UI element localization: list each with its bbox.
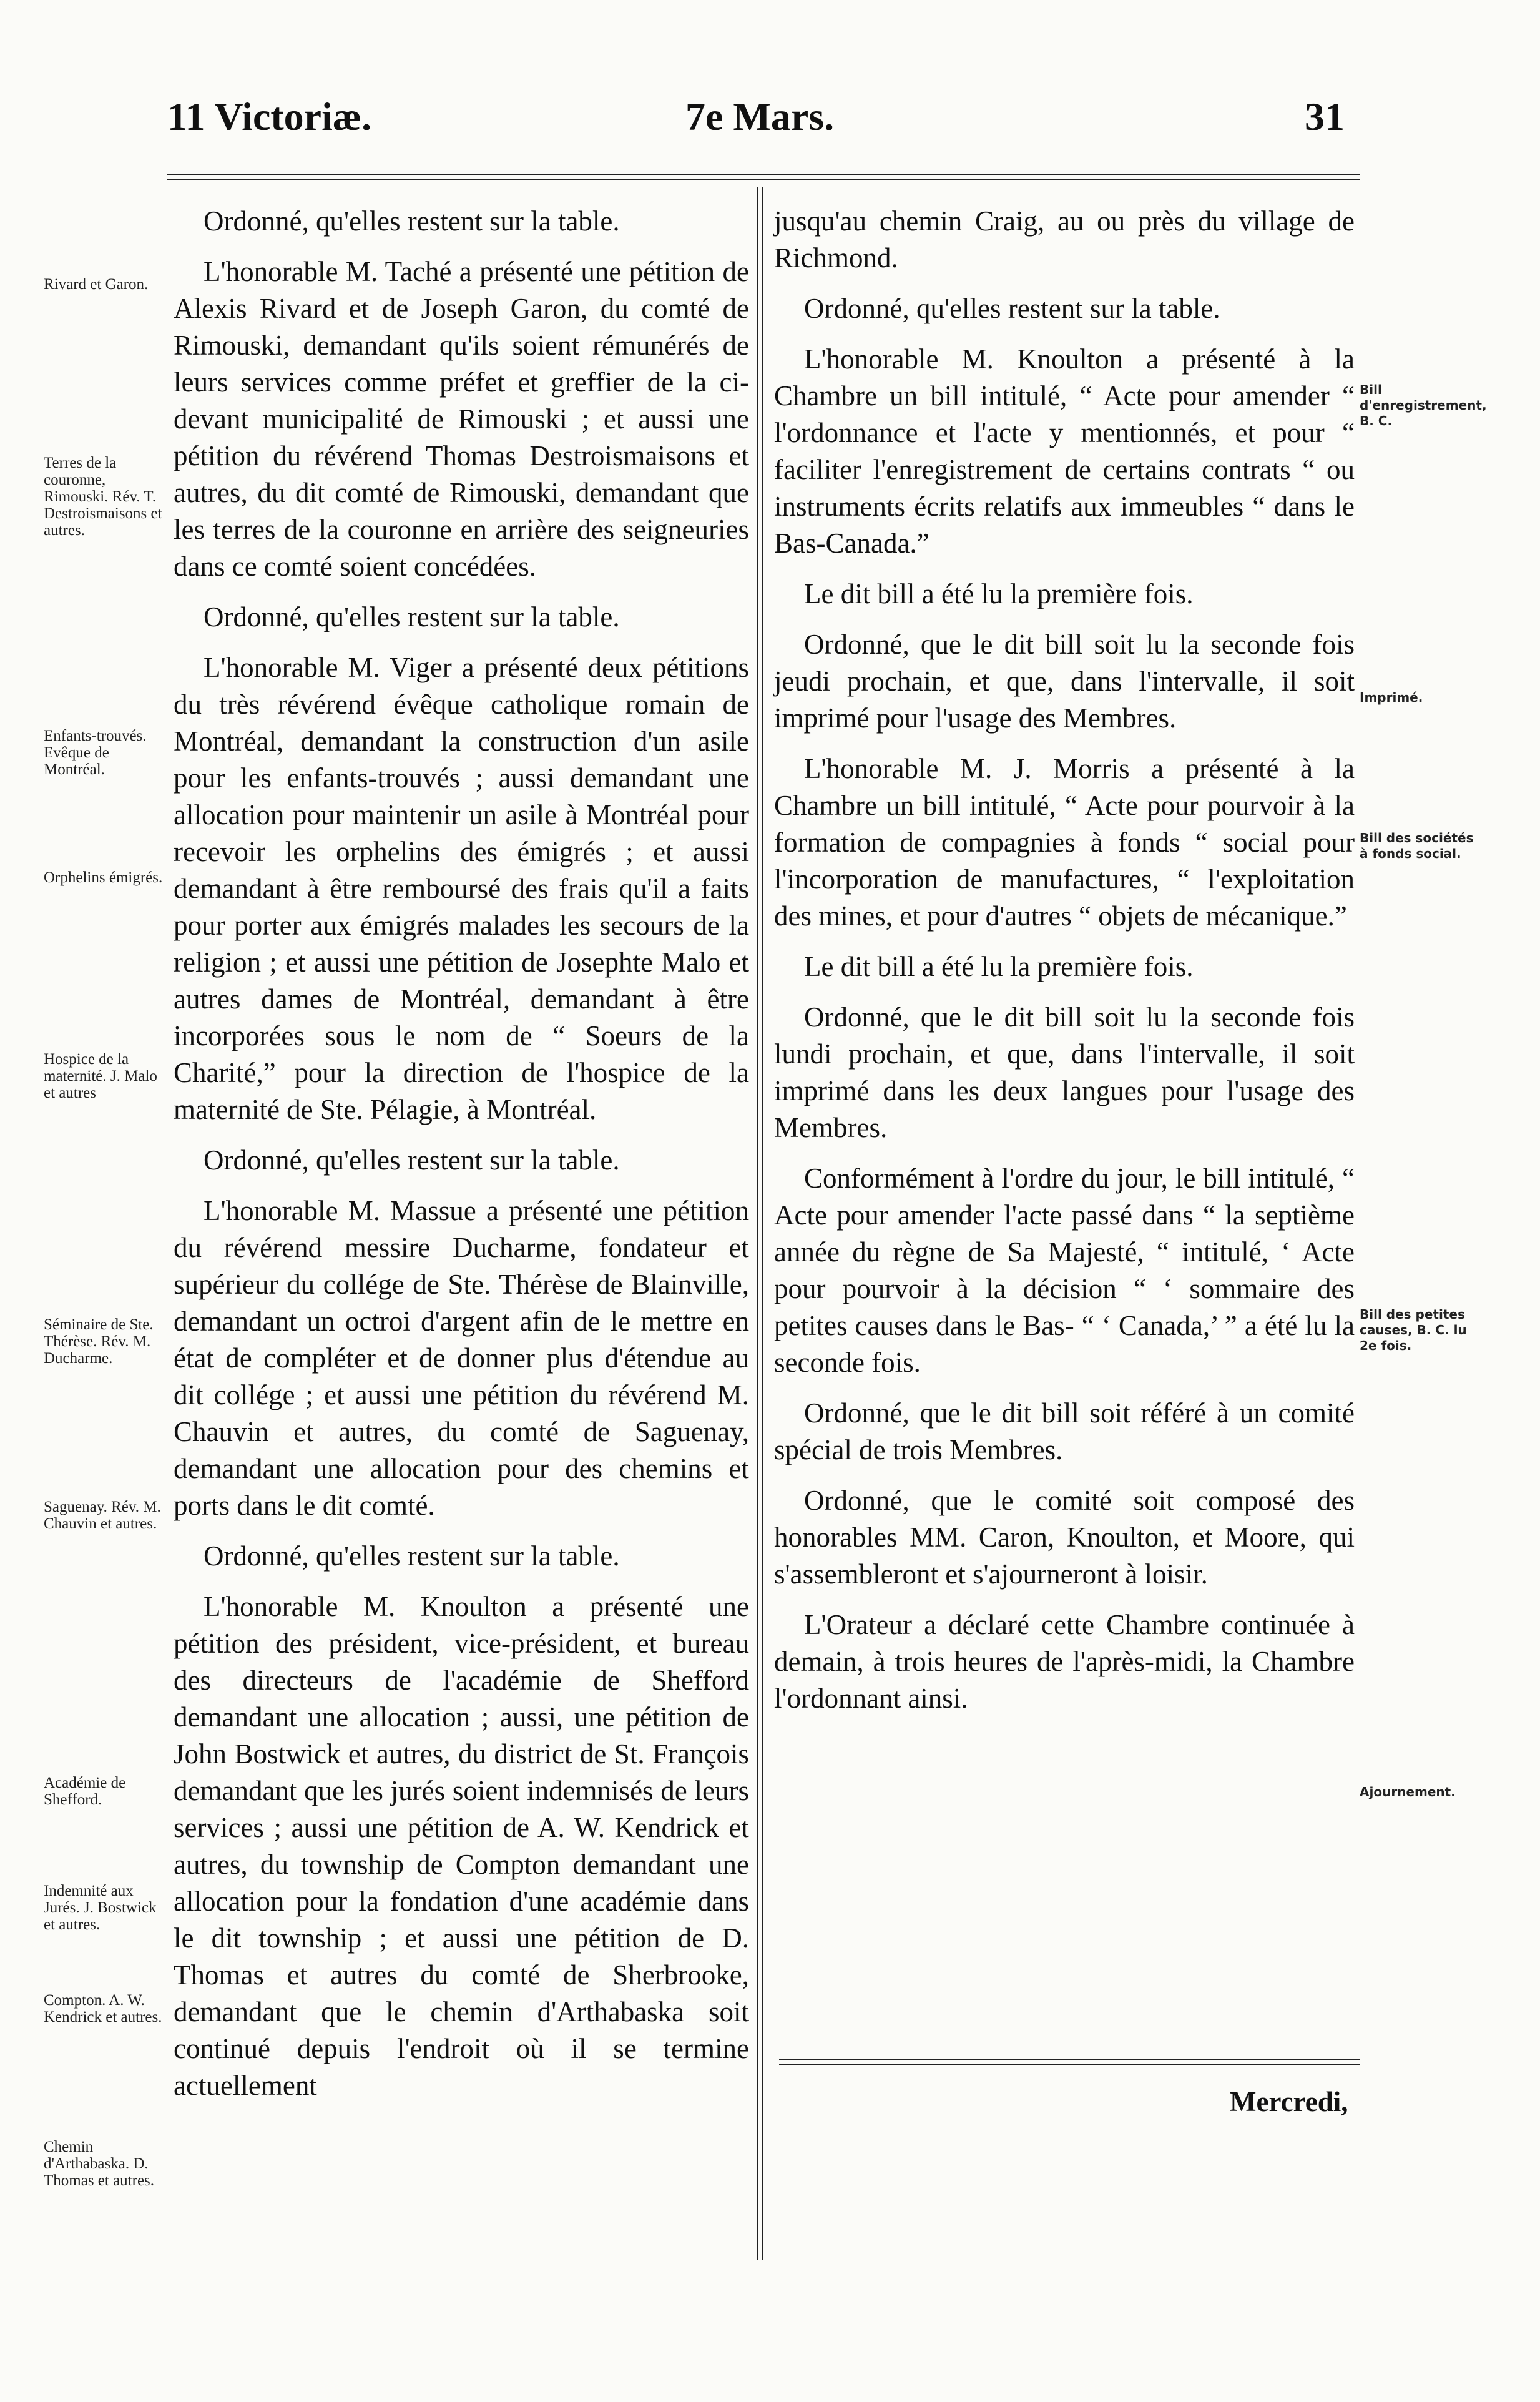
margin-note: Hospice de la maternité. J. Malo et autres [44, 1051, 157, 1101]
left-column [174, 203, 749, 2118]
running-header [0, 94, 1540, 150]
right-column [774, 203, 1355, 1731]
margin-note: Indemnité aux Jurés. J. Bostwick et autres. [44, 1883, 157, 1933]
bill-enregistrement: L'honorable M. Knoulton a présenté à la Chambre un bill intitulé, “ Acte pour amender “ l'ordonnance et l'acte y mentionnés, et pour “ faciliter l'enregistrement de certains contrats “ ou instruments écrits relatifs aux immeubles “ dans le Bas-Canada.” [774, 343, 1355, 559]
end-rule-top [779, 2059, 1360, 2060]
header-regnal-year: 11 Victoriæ. [167, 94, 372, 139]
petition-viger: L'honorable M. Viger a présenté deux pétitions du très révérend évêque catholique romain de Montréal, demandant la construction d'un asile pour les enfants-trouvés ; aussi demandant une allocation pour maintenir un asile à Montréal pour recevoir les orphelins des émigrés ; et aussi demandant à être remboursé des frais qu'il a faits pour porter aux émigrés malades les secours de la religion ; et aussi une pétition de Josephte Malo et autres dames de Montréal, demandant à être incorporées sous le nom de “ Soeurs de la Charité,” pour la direction de l'hospice de la maternité de Ste. Pélagie, à Montréal. [174, 652, 749, 1125]
first-reading: Le dit bill a été lu la première fois. [804, 951, 1194, 982]
second-reading-order: Ordonné, que le dit bill soit lu la seconde fois lundi prochain, et que, dans l'intervalle, il soit imprimé dans les deux langues pour l'usage des Membres. [774, 1002, 1355, 1143]
petition-knoulton: L'honorable M. Knoulton a présenté une pétition des président, vice-président, et bureau des directeurs de l'académie de Shefford demandant une allocation ; aussi, une pétition de John Bostwick et autres, du district de St. François demandant que les jurés soient indemnisés de leurs services ; aussi une pétition de A. W. Kendrick et autres, du township de Compton demandant une allocation pour la fondation d'une académie dans le dit township ; et aussi une pétition de D. Thomas et autres du comté de Sherbrooke, demandant que le chemin d'Arthabaska soit continué depuis l'endroit où il se termine actuellement [174, 1591, 749, 2101]
margin-note: Ajournement. [1360, 1784, 1456, 1799]
ordonne-line: Ordonné, qu'elles restent sur la table. [204, 1144, 620, 1176]
ordonne-line: Ordonné, qu'elles restent sur la table. [204, 1540, 620, 1572]
catchword: Mercredi, [1230, 2086, 1348, 2117]
adjournment-text: L'Orateur a déclaré cette Chambre continuée à demain, à trois heures de l'après-midi, la Chambre l'ordonnant ainsi. [774, 1609, 1355, 1714]
margin-note: Bill des petites causes, B. C. lu 2e fois. [1360, 1307, 1467, 1353]
margin-note: Bill des sociétés à fonds social. [1360, 830, 1474, 861]
margin-note: Chemin d'Arthabaska. D. Thomas et autres. [44, 2139, 155, 2189]
header-rule-bottom [167, 179, 1360, 180]
end-rule-bottom [779, 2064, 1360, 2065]
column-divider-inner [762, 187, 763, 2260]
margin-note: Rivard et Garon. [44, 276, 149, 293]
page-number: 31 [1305, 94, 1345, 139]
margin-note: Compton. A. W. Kendrick et autres. [44, 1992, 162, 2025]
margin-note: Saguenay. Rév. M. Chauvin et autres. [44, 1499, 161, 1532]
margin-note: Orphelins émigrés. [44, 869, 163, 886]
ordonne-line: Ordonné, qu'elles restent sur la table. [804, 293, 1220, 324]
header-rule-top [167, 174, 1360, 175]
margin-note: Bill d'enregistrement, B. C. [1360, 382, 1487, 428]
second-reading-order: Ordonné, que le dit bill soit lu la seconde fois jeudi prochain, et que, dans l'intervalle, il soit imprimé pour l'usage des Membres. [774, 629, 1355, 734]
margin-note: Enfants-trouvés. Evêque de Montréal. [44, 727, 147, 778]
header-date: 7e Mars. [685, 94, 835, 139]
committee-composition: Ordonné, que le comité soit composé des honorables MM. Caron, Knoulton, et Moore, qui s'assembleront et s'ajourneront à loisir. [774, 1485, 1355, 1590]
margin-note: Séminaire de Ste. Thérèse. Rév. M. Ducharme. [44, 1316, 154, 1367]
bill-societes: L'honorable M. J. Morris a présenté à la Chambre un bill intitulé, “ Acte pour pourvoir à la formation de compagnies à fonds “ social pour l'incorporation de manufactures, “ l'exploitation des mines, et pour d'autres “ objets de mécanique.” [774, 753, 1355, 932]
bill-petites-causes: Conformément à l'ordre du jour, le bill intitulé, “ Acte pour amender l'acte passé dans “ la septième année du règne de Sa Majesté, “ intitulé, ‘ Acte pour pourvoir à la décision “ ‘ sommaire des petites causes dans le Bas- “ ‘ Canada,’ ” a été lu la seconde fois. [774, 1163, 1355, 1378]
petition-rivard-garon: L'honorable M. Taché a présenté une pétition de Alexis Rivard et de Joseph Garon, du comté de Rimouski, demandant qu'ils soient rémunérés de leurs services comme préfet et greffier de la ci-devant municipalité de Rimouski ; et aussi une pétition du révérend Thomas Destroismaisons et autres, du dit comté de Rimouski, demandant que les terres de la couronne en arrière des seigneuries dans ce comté soient concédées. [174, 256, 749, 582]
margin-note: Terres de la couronne, Rimouski. Rév. T. Destroismaisons et autres. [44, 455, 162, 539]
column-divider [757, 187, 758, 2260]
ordonne-line: Ordonné, qu'elles restent sur la table. [204, 205, 620, 237]
ordonne-line: Ordonné, qu'elles restent sur la table. [204, 601, 620, 632]
first-reading: Le dit bill a été lu la première fois. [804, 578, 1194, 609]
margin-note: Académie de Shefford. [44, 1774, 126, 1808]
petition-massue: L'honorable M. Massue a présenté une pétition du révérend messire Ducharme, fondateur et supérieur du collége de Ste. Thérèse de Blainville, demandant un octroi d'argent afin de le mettre en état de compléter et de donner plus d'étendue au dit collége ; et aussi une pétition du révérend M. Chauvin et autres, du comté de Saguenay, demandant une allocation pour des chemins et ports dans le dit comté. [174, 1195, 749, 1521]
committee-referral: Ordonné, que le dit bill soit référé à un comité spécial de trois Membres. [774, 1397, 1355, 1465]
continuation-text: jusqu'au chemin Craig, au ou près du village de Richmond. [774, 205, 1355, 273]
margin-note: Imprimé. [1360, 690, 1423, 705]
